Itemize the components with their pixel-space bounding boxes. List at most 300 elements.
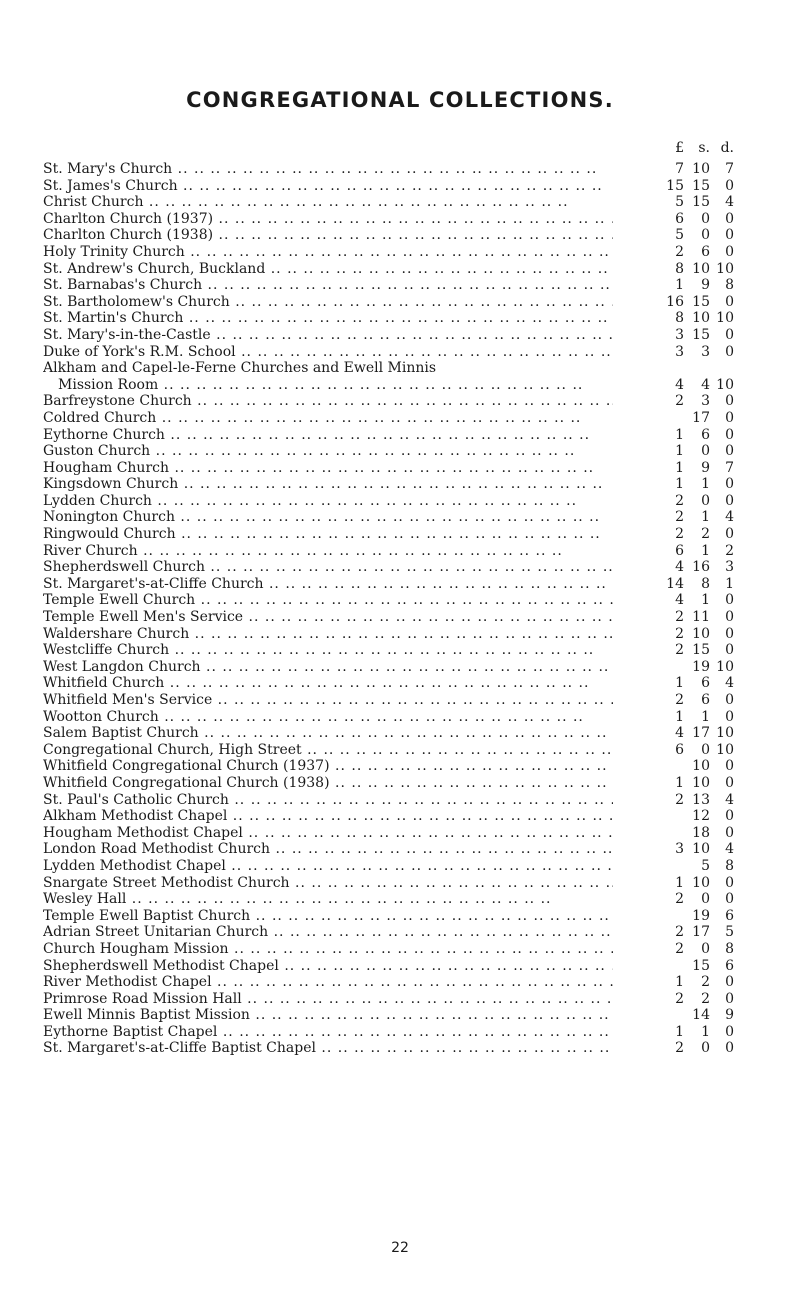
shillings-value: 2 <box>701 974 710 991</box>
row-label <box>43 742 613 759</box>
table-row <box>0 908 800 925</box>
row-label-text: St. Andrew's Church, Buckland <box>43 260 266 277</box>
shillings-value: 15 <box>692 326 710 343</box>
row-label-text: Duke of York's R.M. School <box>43 343 236 360</box>
pounds-value: 1 <box>675 426 684 443</box>
row-label-text: Temple Ewell Church <box>43 592 196 609</box>
row-label <box>43 1040 613 1057</box>
table-row <box>0 360 800 393</box>
pence-value: 0 <box>725 642 734 659</box>
row-label-text: Whitfield Church <box>43 675 165 692</box>
shillings-value: 1 <box>701 592 710 609</box>
pounds-value: 2 <box>675 609 684 626</box>
table-row <box>0 211 800 228</box>
pounds-value: 6 <box>675 542 684 559</box>
pence-value: 10 <box>716 658 734 675</box>
pounds-value: 1 <box>675 277 684 294</box>
table-row <box>0 427 800 444</box>
shillings-value: 0 <box>701 210 710 227</box>
shillings-value: 9 <box>701 459 710 476</box>
pounds-value: 4 <box>675 559 684 576</box>
table-row <box>0 825 800 842</box>
row-label <box>43 626 613 643</box>
shillings-value: 15 <box>692 293 710 310</box>
pence-value: 6 <box>725 907 734 924</box>
shillings-value: 15 <box>692 957 710 974</box>
row-label-text: West Langdon Church <box>43 658 201 675</box>
pounds-value: 6 <box>675 741 684 758</box>
pence-value: 0 <box>725 227 734 244</box>
table-row <box>0 675 800 692</box>
pounds-value: 2 <box>675 625 684 642</box>
shillings-value: 1 <box>701 1023 710 1040</box>
page-title: CONGREGATIONAL COLLECTIONS. <box>186 88 614 112</box>
pence-value: 0 <box>725 774 734 791</box>
pence-value: 0 <box>725 692 734 708</box>
table-row <box>0 277 800 294</box>
pounds-value: 5 <box>675 227 684 244</box>
row-label-text: Charlton Church (1937) <box>43 210 214 227</box>
row-label <box>43 559 613 576</box>
pounds-value: 2 <box>675 1040 684 1057</box>
row-label <box>43 858 613 875</box>
pence-value: 0 <box>725 974 734 991</box>
row-label-text: Whitfield Congregational Church (1937) <box>43 758 330 775</box>
pounds-value: 3 <box>675 343 684 360</box>
row-label-text: Hougham Church <box>43 459 169 476</box>
pounds-value: 2 <box>675 393 684 410</box>
row-label <box>43 543 613 560</box>
row-label <box>43 227 613 244</box>
shillings-value: 2 <box>701 526 710 543</box>
pence-value: 8 <box>725 940 734 957</box>
collections-table <box>0 161 800 1057</box>
shillings-value: 0 <box>701 443 710 460</box>
row-label <box>43 427 613 444</box>
pence-value: 0 <box>725 326 734 343</box>
row-label <box>43 991 613 1008</box>
shillings-value: 6 <box>701 243 710 260</box>
pence-value: 1 <box>725 575 734 592</box>
row-label <box>43 609 613 626</box>
table-row <box>0 742 800 759</box>
row-label-text: Lydden Methodist Chapel <box>43 857 226 874</box>
pence-value: 0 <box>725 824 734 841</box>
row-label-text: Wootton Church <box>43 708 159 725</box>
row-label <box>43 244 613 261</box>
shillings-value: 10 <box>692 758 710 775</box>
row-label-text: Church Hougham Mission <box>43 940 229 957</box>
shillings-value: 4 <box>701 376 710 393</box>
row-label <box>43 277 613 294</box>
row-label-text: Temple Ewell Men's Service <box>43 609 244 626</box>
pounds-value: 2 <box>675 642 684 659</box>
row-label-text: St. Mary's-in-the-Castle <box>43 326 211 343</box>
row-label <box>43 908 613 925</box>
pence-value: 2 <box>725 542 734 559</box>
row-label <box>43 841 613 858</box>
table-row <box>0 509 800 526</box>
table-row <box>0 344 800 361</box>
pence-value: 0 <box>725 343 734 360</box>
row-label <box>43 261 613 278</box>
row-label-text: Alkham and Capel-le-Ferne Churches and Ewell Minnis <box>43 360 437 377</box>
pence-value: 3 <box>725 559 734 576</box>
row-label-text: Alkham Methodist Chapel <box>43 808 228 825</box>
pounds-value: 14 <box>666 575 684 592</box>
row-label <box>43 410 613 427</box>
row-label-text: Eythorne Church <box>43 426 165 443</box>
pence-value: 0 <box>725 526 734 543</box>
pounds-value: 2 <box>675 940 684 957</box>
row-label <box>43 775 613 792</box>
table-row <box>0 875 800 892</box>
row-label <box>43 792 613 809</box>
shillings-value: 5 <box>701 857 710 874</box>
row-label-text: St. Barnabas's Church <box>43 277 203 294</box>
pence-value: 4 <box>725 509 734 526</box>
row-label-text: St. Martin's Church <box>43 310 184 327</box>
row-label-text: Shepherdswell Methodist Chapel <box>43 957 279 974</box>
row-label-text: Barfreystone Church <box>43 393 192 410</box>
shillings-value: 0 <box>701 891 710 908</box>
pence-value: 0 <box>725 625 734 642</box>
shillings-value: 0 <box>701 227 710 244</box>
row-label <box>43 460 613 477</box>
pence-value: 0 <box>725 1023 734 1040</box>
shillings-value: 8 <box>701 575 710 592</box>
table-row <box>0 227 800 244</box>
row-label-text: Shepherdswell Church <box>43 559 205 576</box>
row-label-text: Snargate Street Methodist Church <box>43 874 290 891</box>
row-label <box>43 360 613 393</box>
pounds-value: 3 <box>675 326 684 343</box>
table-row <box>0 1024 800 1041</box>
shillings-value: 1 <box>701 708 710 725</box>
row-label-continuation-text: Mission Room <box>58 376 159 393</box>
table-row <box>0 974 800 991</box>
pence-header: d. <box>720 140 734 156</box>
row-label-text: Whitfield Congregational Church (1938) <box>43 774 330 791</box>
pence-value: 10 <box>716 260 734 277</box>
column-headers <box>0 140 800 160</box>
row-label <box>43 493 613 510</box>
shillings-value: 18 <box>692 824 710 841</box>
table-row <box>0 725 800 742</box>
pence-value: 8 <box>725 857 734 874</box>
shillings-value: 10 <box>692 625 710 642</box>
table-row <box>0 493 800 510</box>
shillings-value: 10 <box>692 260 710 277</box>
table-row <box>0 1040 800 1057</box>
pence-value: 8 <box>725 277 734 294</box>
row-label <box>43 344 613 361</box>
pounds-value: 1 <box>675 774 684 791</box>
row-label-text: River Church <box>43 542 138 559</box>
pounds-value: 5 <box>675 194 684 211</box>
pence-value: 0 <box>725 476 734 493</box>
shillings-value: 1 <box>701 509 710 526</box>
pence-value: 10 <box>716 310 734 327</box>
table-row <box>0 327 800 344</box>
pounds-value: 15 <box>666 177 684 194</box>
row-label-text: Hougham Methodist Chapel <box>43 824 243 841</box>
pounds-value: 7 <box>675 161 684 177</box>
pounds-value: 8 <box>675 310 684 327</box>
row-label-text: Congregational Church, High Street <box>43 741 302 758</box>
row-label-text: Eythorne Baptist Chapel <box>43 1023 218 1040</box>
shillings-value: 11 <box>692 609 710 626</box>
table-row <box>0 543 800 560</box>
pounds-value: 2 <box>675 526 684 543</box>
row-label-text: St. Margaret's-at-Cliffe Church <box>43 575 264 592</box>
shillings-value: 3 <box>701 393 710 410</box>
table-row <box>0 393 800 410</box>
row-label-text: St. Paul's Catholic Church <box>43 791 229 808</box>
row-label <box>43 675 613 692</box>
table-row <box>0 410 800 427</box>
row-label-text: Adrian Street Unitarian Church <box>43 924 269 941</box>
table-row <box>0 609 800 626</box>
table-row <box>0 626 800 643</box>
pence-value: 0 <box>725 426 734 443</box>
shillings-value: 6 <box>701 692 710 708</box>
table-row <box>0 294 800 311</box>
pounds-value: 1 <box>675 974 684 991</box>
row-label <box>43 211 613 228</box>
row-label-continuation <box>43 377 613 394</box>
pounds-value: 16 <box>666 293 684 310</box>
shillings-value: 1 <box>701 542 710 559</box>
table-row <box>0 958 800 975</box>
table-row <box>0 476 800 493</box>
table-row <box>0 941 800 958</box>
table-row <box>0 891 800 908</box>
pounds-value: 2 <box>675 924 684 941</box>
table-row <box>0 1007 800 1024</box>
row-label-text: River Methodist Chapel <box>43 974 212 991</box>
row-label <box>43 476 613 493</box>
pence-value: 5 <box>725 924 734 941</box>
table-row <box>0 841 800 858</box>
row-label <box>43 526 613 543</box>
shillings-value: 10 <box>692 841 710 858</box>
row-label <box>43 875 613 892</box>
pence-value: 0 <box>725 891 734 908</box>
row-label <box>43 758 613 775</box>
pounds-value: 1 <box>675 675 684 692</box>
shillings-value: 15 <box>692 177 710 194</box>
table-row <box>0 858 800 875</box>
pence-value: 4 <box>725 194 734 211</box>
row-label <box>43 592 613 609</box>
table-row <box>0 592 800 609</box>
row-label <box>43 692 613 709</box>
pence-value: 0 <box>725 409 734 426</box>
table-row <box>0 261 800 278</box>
table-row <box>0 642 800 659</box>
pounds-value: 1 <box>675 708 684 725</box>
table-row <box>0 775 800 792</box>
pence-value: 4 <box>725 791 734 808</box>
shillings-value: 19 <box>692 907 710 924</box>
table-row <box>0 659 800 676</box>
row-label <box>43 576 613 593</box>
row-label <box>43 808 613 825</box>
shillings-value: 10 <box>692 774 710 791</box>
table-row <box>0 244 800 261</box>
row-label <box>43 194 613 211</box>
table-row <box>0 526 800 543</box>
pence-value: 10 <box>716 376 734 393</box>
pence-value: 0 <box>725 177 734 194</box>
shillings-value: 17 <box>692 725 710 742</box>
shillings-value: 10 <box>692 310 710 327</box>
row-amount <box>658 1040 738 1060</box>
pounds-value: 4 <box>675 592 684 609</box>
shillings-value: 15 <box>692 642 710 659</box>
row-label-text: Lydden Church <box>43 492 152 509</box>
row-label <box>43 310 613 327</box>
row-label <box>43 443 613 460</box>
shillings-value: 0 <box>701 1040 710 1057</box>
row-label-text: Waldershare Church <box>43 625 190 642</box>
shillings-value: 3 <box>701 343 710 360</box>
pence-value: 10 <box>716 741 734 758</box>
row-label-text: Wesley Hall <box>43 891 127 908</box>
shillings-value: 2 <box>701 990 710 1007</box>
row-label <box>43 327 613 344</box>
pence-value: 6 <box>725 957 734 974</box>
row-label <box>43 642 613 659</box>
row-label-text: Christ Church <box>43 194 144 211</box>
table-row <box>0 709 800 726</box>
table-row <box>0 692 800 709</box>
shillings-value: 6 <box>701 426 710 443</box>
row-label <box>43 161 613 178</box>
pence-value: 0 <box>725 1040 734 1057</box>
row-label-text: Charlton Church (1938) <box>43 227 214 244</box>
pounds-value: 1 <box>675 443 684 460</box>
row-label-text: London Road Methodist Church <box>43 841 271 858</box>
table-row <box>0 178 800 195</box>
pounds-header: £ <box>675 140 684 156</box>
shillings-value: 15 <box>692 194 710 211</box>
pence-value: 0 <box>725 393 734 410</box>
pence-value: 0 <box>725 492 734 509</box>
table-row <box>0 576 800 593</box>
table-row <box>0 443 800 460</box>
shillings-value: 13 <box>692 791 710 808</box>
pence-value: 0 <box>725 243 734 260</box>
pounds-value: 1 <box>675 476 684 493</box>
shillings-value: 12 <box>692 808 710 825</box>
row-label <box>43 725 613 742</box>
pence-value: 10 <box>716 725 734 742</box>
shillings-value: 9 <box>701 277 710 294</box>
pounds-value: 2 <box>675 891 684 908</box>
shillings-value: 10 <box>692 874 710 891</box>
shillings-value: 1 <box>701 476 710 493</box>
pounds-value: 4 <box>675 376 684 393</box>
row-label-text: Holy Trinity Church <box>43 243 185 260</box>
row-label <box>43 509 613 526</box>
row-label <box>43 709 613 726</box>
row-label <box>43 178 613 195</box>
pounds-value: 2 <box>675 692 684 708</box>
pounds-value: 2 <box>675 243 684 260</box>
table-row <box>0 460 800 477</box>
row-label-text: St. Mary's Church <box>43 161 173 177</box>
pence-value: 0 <box>725 808 734 825</box>
row-label <box>43 941 613 958</box>
shillings-value: 0 <box>701 940 710 957</box>
shillings-value: 17 <box>692 924 710 941</box>
table-row <box>0 991 800 1008</box>
table-row <box>0 792 800 809</box>
row-label-text: Temple Ewell Baptist Church <box>43 907 251 924</box>
row-label-text: Guston Church <box>43 443 151 460</box>
row-label-text: St. Margaret's-at-Cliffe Baptist Chapel <box>43 1040 316 1057</box>
pounds-value: 2 <box>675 509 684 526</box>
row-label-text: Ewell Minnis Baptist Mission <box>43 1007 250 1024</box>
shillings-value: 0 <box>701 492 710 509</box>
pence-value: 7 <box>725 459 734 476</box>
row-label-text: St. James's Church <box>43 177 178 194</box>
shillings-value: 0 <box>701 741 710 758</box>
table-row <box>0 758 800 775</box>
shillings-value: 17 <box>692 409 710 426</box>
table-row <box>0 924 800 941</box>
row-label <box>43 659 613 676</box>
row-label <box>43 393 613 410</box>
table-row <box>0 194 800 211</box>
pounds-value: 6 <box>675 210 684 227</box>
row-label <box>43 1024 613 1041</box>
row-label <box>43 958 613 975</box>
row-label-text: Nonington Church <box>43 509 175 526</box>
pounds-value: 3 <box>675 841 684 858</box>
shillings-value: 14 <box>692 1007 710 1024</box>
table-row <box>0 559 800 576</box>
pence-value: 0 <box>725 443 734 460</box>
row-label-text: Coldred Church <box>43 409 157 426</box>
pence-value: 9 <box>725 1007 734 1024</box>
pounds-value: 1 <box>675 1023 684 1040</box>
pounds-value: 2 <box>675 990 684 1007</box>
pounds-value: 1 <box>675 459 684 476</box>
row-label-text: Whitfield Men's Service <box>43 692 213 708</box>
table-row <box>0 310 800 327</box>
pence-value: 0 <box>725 592 734 609</box>
shillings-value: 6 <box>701 675 710 692</box>
row-label-text: Westcliffe Church <box>43 642 170 659</box>
pounds-value: 1 <box>675 874 684 891</box>
row-label <box>43 1007 613 1024</box>
pence-value: 0 <box>725 758 734 775</box>
shillings-value: 16 <box>692 559 710 576</box>
pounds-value: 2 <box>675 492 684 509</box>
row-label <box>43 924 613 941</box>
row-label <box>43 974 613 991</box>
shillings-value: 10 <box>692 161 710 177</box>
shillings-value: 19 <box>692 658 710 675</box>
row-label-text: Kingsdown Church <box>43 476 179 493</box>
row-label <box>43 891 613 908</box>
pounds-value: 2 <box>675 791 684 808</box>
pence-value: 7 <box>725 161 734 177</box>
row-label <box>43 825 613 842</box>
